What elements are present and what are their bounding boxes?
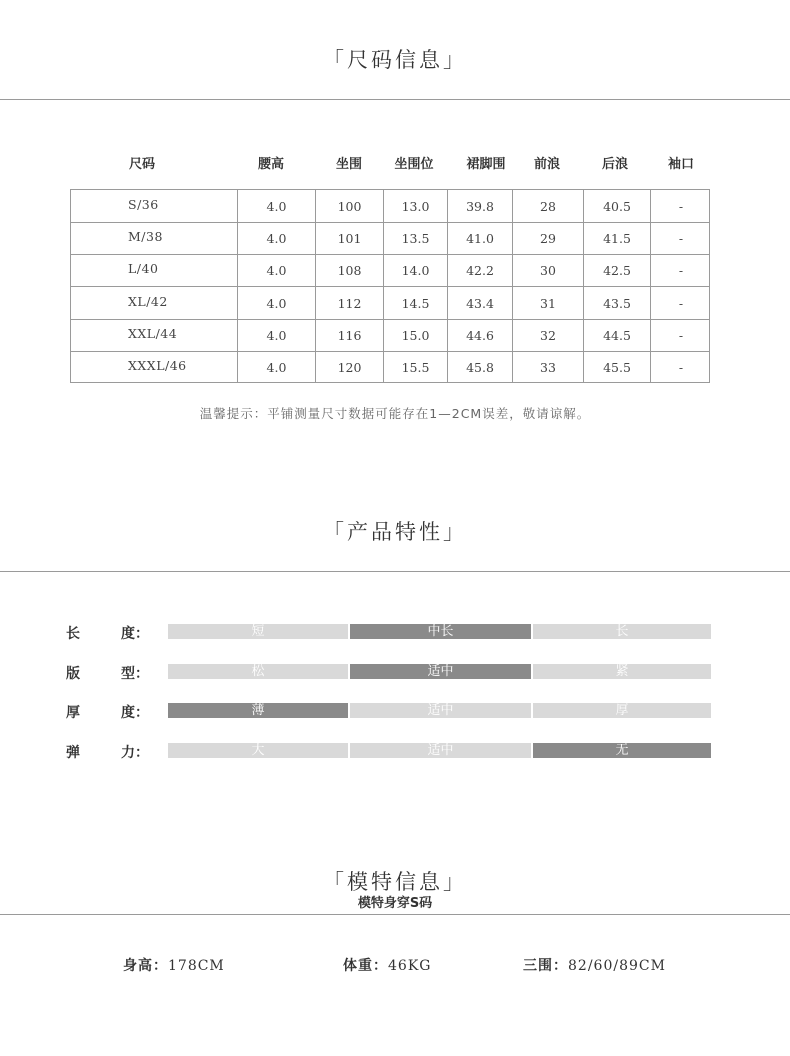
- model-section-subtitle: 模特身穿S码: [357, 896, 433, 911]
- model-height-label: 身高：: [123, 958, 168, 974]
- size-table-size-cell: XXXL/46: [71, 351, 238, 383]
- feature-label-rest: 度：: [121, 626, 149, 642]
- model-height: [123, 955, 225, 975]
- feature-option: 松: [168, 664, 348, 679]
- size-table-value-cell: 43.4: [448, 287, 513, 319]
- model-weight: [343, 955, 431, 975]
- size-table-size-cell: XXL/44: [71, 319, 238, 351]
- model-section-divider: [0, 914, 790, 915]
- size-table-size-cell: S/36: [71, 190, 238, 222]
- size-table-header-cell: 腰高: [257, 157, 284, 172]
- size-section-divider: [0, 99, 790, 100]
- size-table-value-cell: -: [678, 328, 684, 343]
- model-measurements-label: 三围：: [523, 958, 568, 974]
- feature-option: 紧: [533, 664, 711, 679]
- size-table-size-cell: L/40: [71, 254, 238, 286]
- size-table-value-cell: 40.5: [584, 190, 651, 222]
- size-table-value-cell: 116: [316, 319, 384, 351]
- size-table-value-cell: 101: [316, 222, 384, 254]
- size-table-value-cell: 41.0: [448, 222, 513, 254]
- size-table-row: [71, 287, 709, 320]
- feature-option: 厚: [533, 703, 711, 718]
- size-table-value-cell: 15.5: [384, 351, 448, 383]
- feature-option: 大: [168, 743, 348, 758]
- size-table-size-cell: M/38: [71, 222, 238, 254]
- size-table-value-cell: 14.5: [384, 287, 448, 319]
- size-table-header-cell: 裙脚围: [466, 157, 506, 172]
- size-table-value-cell: 32: [513, 319, 584, 351]
- size-table-header-cell: 后浪: [601, 157, 628, 172]
- size-table-value-cell: 45.8: [448, 351, 513, 383]
- size-table-value-cell: 33: [513, 351, 584, 383]
- feature-label-rest: 型：: [121, 666, 149, 682]
- size-table-value-cell: 4.0: [238, 254, 316, 286]
- feature-section-divider: [0, 571, 790, 572]
- size-table-value-cell: 112: [316, 287, 384, 319]
- feature-label-first-char: 版: [66, 666, 80, 682]
- size-table-row: [71, 222, 709, 255]
- size-table-header-cell: 尺码: [128, 157, 155, 172]
- size-table-value-cell: 45.5: [584, 351, 651, 383]
- feature-option-selected: 薄: [168, 703, 348, 718]
- size-table-value-cell: -: [678, 263, 684, 278]
- size-table-header-cell: 袖口: [667, 157, 694, 172]
- size-table: [70, 189, 710, 383]
- size-table-value-cell: 4.0: [238, 287, 316, 319]
- size-table-value-cell: 13.0: [384, 190, 448, 222]
- size-table-value-cell: 4.0: [238, 319, 316, 351]
- model-weight-label: 体重：: [343, 958, 388, 974]
- model-measurements: [523, 955, 666, 975]
- feature-label-first-char: 厚: [66, 705, 80, 721]
- size-table-value-cell: 29: [513, 222, 584, 254]
- size-table-value-cell: 41.5: [584, 222, 651, 254]
- size-table-value-cell: 30: [513, 254, 584, 286]
- size-table-header-cell: 坐围: [335, 157, 362, 172]
- size-table-value-cell: 15.0: [384, 319, 448, 351]
- size-table-header-cell: 前浪: [533, 157, 560, 172]
- feature-option-selected: 无: [533, 743, 711, 758]
- feature-option-selected: 中长: [350, 624, 531, 639]
- feature-label-first-char: 弹: [66, 745, 80, 761]
- size-table-value-cell: 13.5: [384, 222, 448, 254]
- size-table-value-cell: -: [678, 231, 684, 246]
- size-table-value-cell: 42.2: [448, 254, 513, 286]
- size-table-value-cell: 120: [316, 351, 384, 383]
- size-table-header-cell: 坐围位: [394, 157, 434, 172]
- size-table-size-cell: XL/42: [71, 287, 238, 319]
- size-table-value-cell: 4.0: [238, 351, 316, 383]
- size-table-value-cell: 44.6: [448, 319, 513, 351]
- size-table-value-cell: 44.5: [584, 319, 651, 351]
- size-table-row: [71, 319, 709, 352]
- feature-option: 适中: [350, 703, 531, 718]
- size-table-value-cell: -: [678, 360, 684, 375]
- size-table-value-cell: -: [678, 199, 684, 214]
- size-table-row: [71, 190, 709, 223]
- size-table-value-cell: 108: [316, 254, 384, 286]
- model-height-value: 178CM: [168, 958, 225, 974]
- size-table-value-cell: 31: [513, 287, 584, 319]
- size-table-value-cell: 14.0: [384, 254, 448, 286]
- feature-label-first-char: 长: [66, 626, 80, 642]
- feature-option-selected: 适中: [350, 664, 531, 679]
- model-section-title: 「模特信息」: [323, 870, 467, 894]
- feature-option: 适中: [350, 743, 531, 758]
- size-table-value-cell: 42.5: [584, 254, 651, 286]
- size-table-value-cell: 100: [316, 190, 384, 222]
- feature-label-rest: 度：: [121, 705, 149, 721]
- feature-option: 短: [168, 624, 348, 639]
- model-measurements-value: 82/60/89CM: [568, 958, 666, 974]
- size-section-title: 「尺码信息」: [323, 48, 467, 72]
- feature-section-title: 「产品特性」: [323, 520, 467, 544]
- size-table-value-cell: 28: [513, 190, 584, 222]
- feature-option: 长: [533, 624, 711, 639]
- size-table-value-cell: -: [678, 296, 684, 311]
- feature-label-rest: 力：: [121, 745, 149, 761]
- measurement-tip: 温馨提示：平铺测量尺寸数据可能存在1—2CM误差，敬请谅解。: [199, 406, 591, 421]
- model-weight-value: 46KG: [388, 958, 432, 974]
- size-table-value-cell: 43.5: [584, 287, 651, 319]
- size-table-value-cell: 4.0: [238, 222, 316, 254]
- size-table-row: [71, 351, 709, 383]
- size-table-value-cell: 39.8: [448, 190, 513, 222]
- size-table-value-cell: 4.0: [238, 190, 316, 222]
- size-table-row: [71, 254, 709, 287]
